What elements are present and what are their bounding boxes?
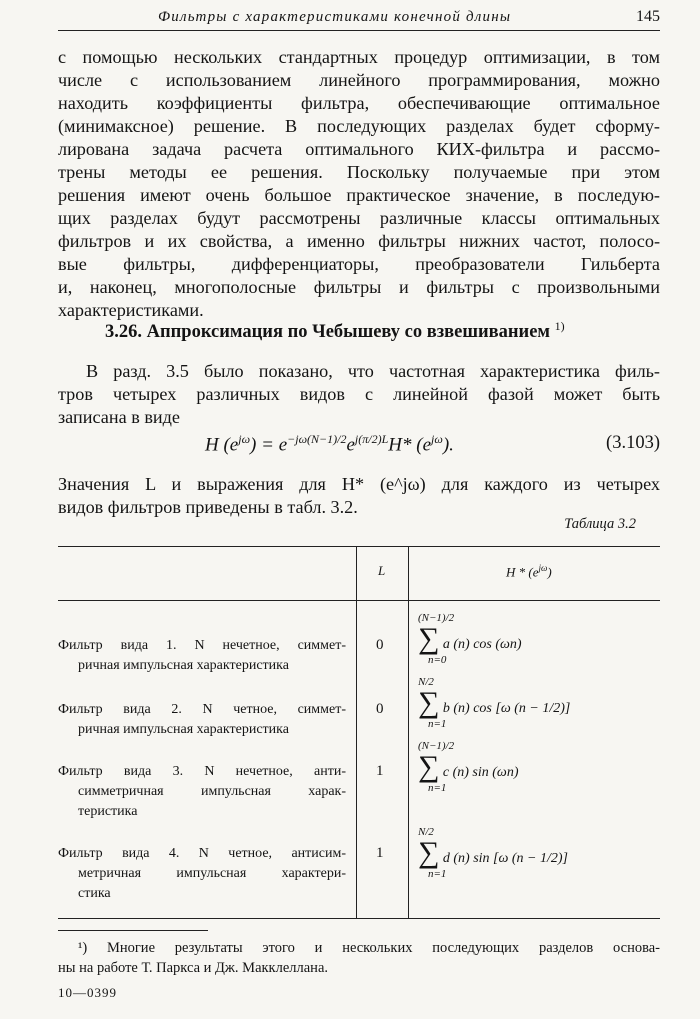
column-header-L: L [378,563,386,578]
text-line: числе с использованием линейного программирования, можно [58,70,660,90]
eq-end: ). [442,434,454,456]
text-line: видов фильтров приведены в табл. 3.2. [58,497,358,517]
text-line: (минимаксное) решение. В последующих разделах будет сформу- [58,116,660,136]
equation-number: (3.103) [606,433,660,453]
eq-rhs: H* (e [388,434,432,456]
page-header [58,6,660,31]
text-line: и, наконец, многополосные фильтры и фильтры с произвольными [58,277,660,297]
paragraph-intro [58,46,660,322]
section-title [105,319,565,343]
sum-upper-limit: N/2 [418,826,434,838]
text-line: щих разделах будут рассмотрены различные классы оптимальных [58,208,660,228]
sum-lower-limit: n=1 [428,868,447,880]
eq-exp: −jω(N−1)/2 [287,432,347,446]
footnote-line: ны на работе Т. Паркса и Дж. Макклеллана. [58,960,328,976]
page-number: 145 [636,8,660,25]
row-label-line: симметричная импульсная харак- [78,784,346,799]
col-h-end: ) [547,564,552,580]
sigma-symbol: ∑ [418,622,440,655]
table-header-rule [58,600,660,601]
text-line: с помощью нескольких стандартных процедур оптимизации, в том [58,47,660,67]
footnote [58,938,660,978]
eq-e2: e [346,434,355,456]
table-cell-L: 1 [376,763,384,779]
table-cell-L: 0 [376,637,384,653]
table-cell-L: 1 [376,845,384,861]
text-line: вые фильтры, дифференциаторы, преобразователи Гильберта [58,254,660,274]
text-line: В разд. 3.5 было показано, что частотная характеристика филь- [86,361,660,381]
row-label-line: ричная импульсная характеристика [78,658,289,673]
col-h-text: H * (e [506,564,539,580]
sum-upper-limit: N/2 [418,676,434,688]
sum-term: b (n) cos [ω (n − 1/2)] [442,701,571,716]
sum-lower-limit: n=1 [428,782,447,794]
eq-sup: jω [238,432,251,446]
table-row-label [58,762,346,822]
row-label-line: Фильтр вида 1. N нечетное, симмет- [58,638,346,653]
text-line: записана в виде [58,407,180,427]
sum-term: a (n) cos (ωn) [442,637,522,652]
text-line: решения имеют очень большое практическое значение, в последую- [58,185,660,205]
row-label-line: Фильтр вида 3. N нечетное, анти- [58,764,346,779]
row-label-line: теристика [78,804,138,819]
sum-upper-limit: (N−1)/2 [418,740,455,752]
section-title-text: 3.26. Аппроксимация по Чебышеву со взвешиванием [105,322,551,343]
footnote-rule [58,930,208,931]
text-line: находить коэффициенты фильтра, обеспечивающие оптимальное [58,93,660,113]
sigma-symbol: ∑ [418,686,440,719]
text-line: трены методы ее решения. Поскольку получаемые при этом [58,162,660,182]
sum-upper-limit: (N−1)/2 [418,612,455,624]
table-cell-L: 0 [376,701,384,717]
table-row-label [58,636,346,676]
table-cell-formula [418,676,570,730]
text-line: фильтров и их свойства, а именно фильтры нижних частот, полосо- [58,231,660,251]
table-row-label [58,700,346,740]
table-cell-formula [418,612,522,666]
row-label-line: ричная импульсная характеристика [78,722,289,737]
sigma-symbol: ∑ [418,836,440,869]
row-label-line: стика [78,886,111,901]
footnote-mark: 1) [554,319,565,333]
table-column-divider [356,547,357,919]
table-caption: Таблица 3.2 [564,516,636,532]
paragraph-values [58,473,660,519]
table-bottom-rule [58,918,660,919]
eq-exp2: j(π/2)L [354,432,389,446]
equation-3-103 [205,432,454,456]
col-h-sup: jω [538,563,548,573]
sum-term: d (n) sin [ω (n − 1/2)] [442,851,568,866]
text-line: характеристиками. [58,300,204,320]
sum-term: c (n) sin (ωn) [442,765,519,780]
table-cell-formula [418,826,568,880]
table-top-rule [58,546,660,547]
footnote-line: ¹) Многие результаты этого и нескольких последующих разделов основа- [78,940,660,956]
printer-signature: 10—0399 [58,985,117,1000]
column-header-H [506,563,552,580]
running-title: Фильтры с характеристиками конечной длины [158,9,512,25]
paragraph-frequency [58,360,660,429]
text-line: тров четырех различных видов с линейной фазой может быть [58,384,660,404]
eq-sup: jω [431,432,443,446]
text-line: лирована задача расчета оптимального КИХ-фильтра и рассмо- [58,139,660,159]
row-label-line: Фильтр вида 4. N четное, антисим- [58,846,346,861]
sum-lower-limit: n=0 [428,654,447,666]
eq-lhs: H (e [205,434,239,456]
sum-lower-limit: n=1 [428,718,447,730]
table-row-label [58,844,346,904]
text-line: Значения L и выражения для H* (e^jω) для каждого из четырех [58,474,660,494]
row-label-line: Фильтр вида 2. N четное, симмет- [58,702,346,717]
eq-mid: ) = e [250,434,288,456]
table-cell-formula [418,740,518,794]
sigma-symbol: ∑ [418,750,440,783]
table-column-divider [408,547,409,919]
row-label-line: метричная импульсная характери- [78,866,346,881]
